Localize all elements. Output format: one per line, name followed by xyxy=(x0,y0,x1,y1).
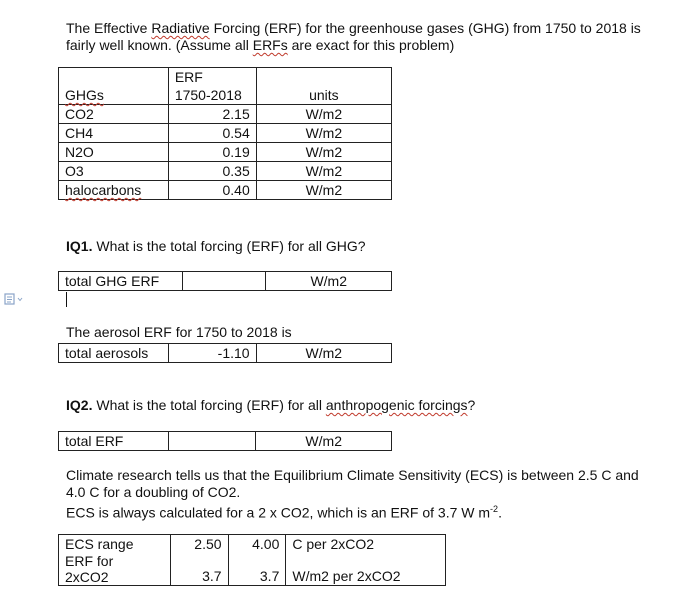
table-row xyxy=(59,181,392,200)
gas-name: CO2 xyxy=(59,105,169,124)
total-aerosols-value: -1.10 xyxy=(168,344,256,363)
table-row xyxy=(59,162,392,181)
ecs-range-label: ECS range xyxy=(59,535,171,554)
total-erf-label: total ERF xyxy=(59,432,169,451)
document-comment-icon[interactable] xyxy=(3,292,27,306)
iq1-question xyxy=(66,238,366,255)
intro-line-2 xyxy=(66,37,454,54)
spellcheck-word: Radiative xyxy=(151,20,210,36)
spellcheck-word: ERFs xyxy=(252,37,288,53)
ecs-table xyxy=(58,534,446,586)
erf-label-line-1: ERF for xyxy=(65,553,114,569)
superscript: -2 xyxy=(490,504,499,514)
climate-line-3 xyxy=(66,501,502,522)
climate-text: . xyxy=(498,504,502,521)
ecs-range-unit: C per 2xCO2 xyxy=(286,535,446,554)
erf-unit: W/m2 xyxy=(256,124,391,143)
ecs-range-low: 2.50 xyxy=(170,535,228,554)
iq2-label: IQ2. xyxy=(66,397,93,413)
total-erf-input[interactable] xyxy=(168,432,256,451)
erf-value: 0.54 xyxy=(168,124,256,143)
header-period: 1750-2018 xyxy=(168,86,256,105)
header-units: units xyxy=(256,86,391,105)
intro-text: Forcing (ERF) for the greenhouse gases (GHG) from 1750 to 2018 is xyxy=(209,20,641,36)
total-erf-unit: W/m2 xyxy=(256,432,392,451)
intro-text: The Effective xyxy=(66,20,152,36)
erf-value: 0.40 xyxy=(168,181,256,200)
header-erf: ERF xyxy=(168,68,256,87)
climate-line-1: Climate research tells us that the Equilibrium Climate Sensitivity (ECS) is between 2.5 C and xyxy=(66,467,639,483)
erf-unit: W/m2 per 2xCO2 xyxy=(286,553,446,586)
total-ghg-erf-unit: W/m2 xyxy=(266,272,392,291)
iq2-text: What is the total forcing (ERF) for all xyxy=(92,397,326,413)
total-ghg-erf-label: total GHG ERF xyxy=(59,272,183,291)
text-cursor xyxy=(66,292,67,307)
erf-value: 2.15 xyxy=(168,105,256,124)
table-row xyxy=(59,143,392,162)
iq1-text: What is the total forcing (ERF) for all GHG? xyxy=(92,238,366,254)
gas-name: halocarbons xyxy=(65,182,142,198)
erf-high: 3.7 xyxy=(228,553,286,586)
table-row xyxy=(59,105,392,124)
table-row xyxy=(59,553,446,586)
erf-unit: W/m2 xyxy=(256,143,391,162)
erf-unit: W/m2 xyxy=(256,162,391,181)
erf-unit: W/m2 xyxy=(256,105,391,124)
gas-name: N2O xyxy=(59,143,169,162)
table-row xyxy=(59,124,392,143)
aerosol-table xyxy=(58,343,392,363)
ghg-table xyxy=(58,67,392,200)
iq1-label: IQ1. xyxy=(66,238,93,254)
climate-line-2: 4.0 C for a doubling of CO2. xyxy=(66,484,241,500)
spellcheck-word: anthropogenic forcings xyxy=(325,397,468,413)
intro-text: are exact for this problem) xyxy=(287,37,455,53)
aerosol-intro: The aerosol ERF for 1750 to 2018 is xyxy=(66,324,292,340)
erf-low: 3.7 xyxy=(170,553,228,586)
total-aerosols-unit: W/m2 xyxy=(256,344,391,363)
total-aerosols-label: total aerosols xyxy=(59,344,169,363)
erf-value: 0.35 xyxy=(168,162,256,181)
ecs-range-high: 4.00 xyxy=(228,535,286,554)
gas-name: CH4 xyxy=(59,124,169,143)
iq1-answer-table xyxy=(58,271,392,291)
gas-name: O3 xyxy=(59,162,169,181)
intro-text: fairly well known. (Assume all xyxy=(66,37,253,53)
erf-value: 0.19 xyxy=(168,143,256,162)
iq2-answer-table xyxy=(58,431,392,451)
erf-label-line-2: 2xCO2 xyxy=(65,569,109,585)
iq2-text: ? xyxy=(467,397,476,413)
climate-text: ECS is always calculated for a 2 x CO2, which is an ERF of 3.7 W m xyxy=(66,504,491,521)
total-ghg-erf-input[interactable] xyxy=(182,272,266,291)
erf-unit: W/m2 xyxy=(256,181,391,200)
intro-line-1 xyxy=(66,20,641,37)
header-ghgs: GHGs xyxy=(65,87,104,103)
table-row xyxy=(59,535,446,554)
iq2-question xyxy=(66,397,475,414)
